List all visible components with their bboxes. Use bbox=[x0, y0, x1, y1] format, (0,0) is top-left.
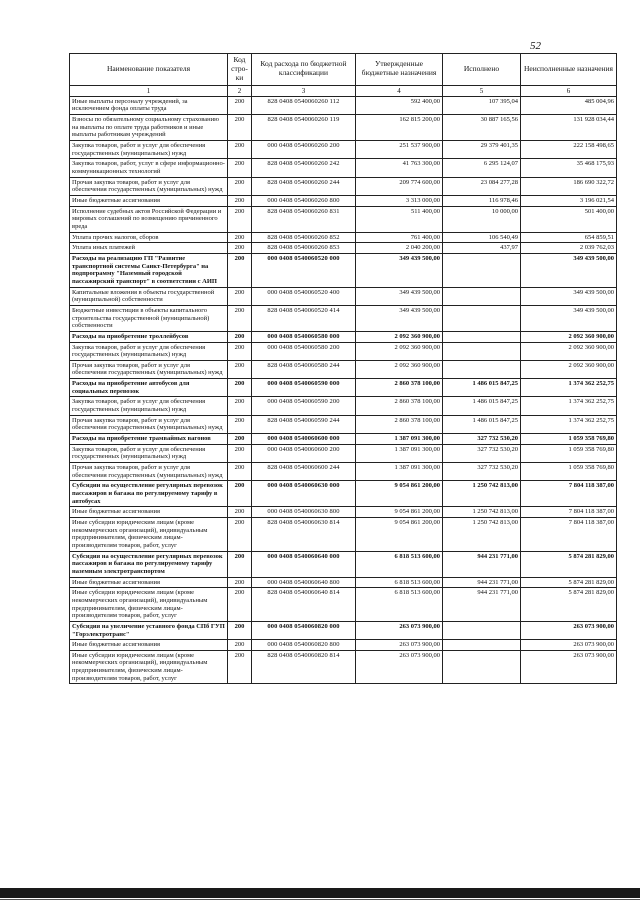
cell-approved: 209 774 600,00 bbox=[356, 177, 443, 195]
cell-unexecuted: 7 804 118 387,00 bbox=[521, 507, 617, 518]
table-row bbox=[70, 463, 617, 481]
table-row bbox=[70, 621, 617, 639]
cell-unexecuted: 2 092 360 900,00 bbox=[521, 342, 617, 360]
cell-unexecuted: 1 059 358 769,80 bbox=[521, 444, 617, 462]
cell-executed: 1 250 742 813,00 bbox=[443, 517, 521, 551]
cell-line-code: 200 bbox=[228, 342, 252, 360]
cell-executed: 106 540,49 bbox=[443, 232, 521, 243]
cell-unexecuted: 131 928 034,44 bbox=[521, 115, 617, 141]
cell-approved: 1 387 091 300,00 bbox=[356, 434, 443, 445]
column-number: 6 bbox=[521, 85, 617, 96]
cell-executed: 30 887 165,56 bbox=[443, 115, 521, 141]
cell-unexecuted: 1 374 362 252,75 bbox=[521, 379, 617, 397]
scan-bottom-edge bbox=[0, 888, 640, 898]
cell-classification-code: 000 0408 0540060820 800 bbox=[252, 640, 356, 651]
cell-executed: 107 395,04 bbox=[443, 96, 521, 114]
cell-executed: 29 379 401,35 bbox=[443, 141, 521, 159]
cell-indicator-name: Прочая закупка товаров, работ и услуг для обеспечения государственных (муниципальных) нужд bbox=[70, 463, 228, 481]
cell-indicator-name: Расходы на приобретение автобусов для социальных перевозок bbox=[70, 379, 228, 397]
table-row bbox=[70, 434, 617, 445]
cell-executed bbox=[443, 650, 521, 684]
cell-indicator-name: Иные субсидии юридическим лицам (кроме некоммерческих организаций), индивидуальным предпринимателям, физическим лицам-производителям товаров, работ, услуг bbox=[70, 650, 228, 684]
table-row bbox=[70, 206, 617, 232]
cell-line-code: 200 bbox=[228, 650, 252, 684]
cell-line-code: 200 bbox=[228, 379, 252, 397]
cell-approved: 511 400,00 bbox=[356, 206, 443, 232]
cell-unexecuted: 5 874 281 829,00 bbox=[521, 551, 617, 577]
cell-line-code: 200 bbox=[228, 444, 252, 462]
cell-line-code: 200 bbox=[228, 287, 252, 305]
cell-executed bbox=[443, 360, 521, 378]
cell-line-code: 200 bbox=[228, 141, 252, 159]
cell-indicator-name: Закупка товаров, работ и услуг для обеспечения государственных (муниципальных) нужд bbox=[70, 444, 228, 462]
table-row bbox=[70, 305, 617, 331]
cell-classification-code: 828 0408 0540060590 244 bbox=[252, 415, 356, 433]
cell-indicator-name: Закупка товаров, работ и услуг для обеспечения государственных (муниципальных) нужд bbox=[70, 397, 228, 415]
cell-executed: 327 732 530,20 bbox=[443, 444, 521, 462]
cell-classification-code: 828 0408 0540060260 112 bbox=[252, 96, 356, 114]
cell-executed: 944 231 771,00 bbox=[443, 588, 521, 622]
cell-classification-code: 000 0408 0540060590 000 bbox=[252, 379, 356, 397]
cell-line-code: 200 bbox=[228, 463, 252, 481]
cell-classification-code: 828 0408 0540060260 853 bbox=[252, 243, 356, 254]
table-row bbox=[70, 379, 617, 397]
cell-classification-code: 828 0408 0540060260 852 bbox=[252, 232, 356, 243]
cell-line-code: 200 bbox=[228, 517, 252, 551]
table-row bbox=[70, 415, 617, 433]
cell-approved: 41 763 300,00 bbox=[356, 159, 443, 177]
cell-executed bbox=[443, 331, 521, 342]
table-row bbox=[70, 232, 617, 243]
cell-unexecuted: 2 039 762,03 bbox=[521, 243, 617, 254]
cell-executed: 944 231 771,00 bbox=[443, 551, 521, 577]
cell-classification-code: 000 0408 0540060260 200 bbox=[252, 141, 356, 159]
cell-unexecuted: 1 374 362 252,75 bbox=[521, 397, 617, 415]
cell-classification-code: 000 0408 0540060520 400 bbox=[252, 287, 356, 305]
cell-indicator-name: Уплата иных платежей bbox=[70, 243, 228, 254]
cell-classification-code: 000 0408 0540060630 800 bbox=[252, 507, 356, 518]
header-classification-code: Код расхода по бюджетной классификации bbox=[252, 54, 356, 86]
cell-classification-code: 000 0408 0540060820 000 bbox=[252, 621, 356, 639]
cell-approved: 6 818 513 600,00 bbox=[356, 577, 443, 588]
cell-line-code: 200 bbox=[228, 177, 252, 195]
cell-unexecuted: 1 059 358 769,80 bbox=[521, 434, 617, 445]
cell-classification-code: 828 0408 0540060260 244 bbox=[252, 177, 356, 195]
cell-executed: 1 486 015 847,25 bbox=[443, 415, 521, 433]
cell-line-code: 200 bbox=[228, 621, 252, 639]
column-number-row bbox=[70, 85, 617, 96]
cell-indicator-name: Иные бюджетные ассигнования bbox=[70, 196, 228, 207]
cell-indicator-name: Закупка товаров, работ, услуг в сфере информационно-коммуникационных технологий bbox=[70, 159, 228, 177]
cell-unexecuted: 5 874 281 829,00 bbox=[521, 588, 617, 622]
cell-approved: 349 439 500,00 bbox=[356, 253, 443, 287]
table-row bbox=[70, 253, 617, 287]
cell-line-code: 200 bbox=[228, 206, 252, 232]
table-row bbox=[70, 551, 617, 577]
cell-approved: 349 439 500,00 bbox=[356, 305, 443, 331]
cell-executed: 437,97 bbox=[443, 243, 521, 254]
cell-classification-code: 828 0408 0540060260 831 bbox=[252, 206, 356, 232]
cell-unexecuted: 349 439 500,00 bbox=[521, 305, 617, 331]
page-number: 52 bbox=[530, 40, 541, 52]
cell-unexecuted: 349 439 500,00 bbox=[521, 287, 617, 305]
cell-approved: 592 400,00 bbox=[356, 96, 443, 114]
cell-approved: 251 537 900,00 bbox=[356, 141, 443, 159]
cell-approved: 2 860 378 100,00 bbox=[356, 415, 443, 433]
cell-classification-code: 828 0408 0540060600 244 bbox=[252, 463, 356, 481]
cell-indicator-name: Уплата прочих налогов, сборов bbox=[70, 232, 228, 243]
cell-line-code: 200 bbox=[228, 115, 252, 141]
column-number: 4 bbox=[356, 85, 443, 96]
cell-classification-code: 000 0408 0540060580 000 bbox=[252, 331, 356, 342]
cell-approved: 9 054 861 200,00 bbox=[356, 517, 443, 551]
cell-classification-code: 000 0408 0540060590 200 bbox=[252, 397, 356, 415]
cell-indicator-name: Закупка товаров, работ и услуг для обеспечения государственных (муниципальных) нужд bbox=[70, 342, 228, 360]
cell-executed bbox=[443, 621, 521, 639]
header-unexecuted: Неисполненные назначения bbox=[521, 54, 617, 86]
table-row bbox=[70, 141, 617, 159]
cell-classification-code: 828 0408 0540060260 242 bbox=[252, 159, 356, 177]
cell-executed bbox=[443, 287, 521, 305]
cell-indicator-name: Иные бюджетные ассигнования bbox=[70, 507, 228, 518]
cell-indicator-name: Прочая закупка товаров, работ и услуг для обеспечения государственных (муниципальных) нужд bbox=[70, 415, 228, 433]
cell-executed bbox=[443, 342, 521, 360]
cell-unexecuted: 263 073 900,00 bbox=[521, 621, 617, 639]
cell-line-code: 200 bbox=[228, 196, 252, 207]
cell-executed bbox=[443, 640, 521, 651]
cell-indicator-name: Субсидии на осуществление регулярных перевозок пассажиров и багажа по регулируемому тарифу в автобусах bbox=[70, 481, 228, 507]
cell-indicator-name: Иные субсидии юридическим лицам (кроме некоммерческих организаций), индивидуальным предпринимателям, физическим лицам-производителям товаров, работ, услуг bbox=[70, 588, 228, 622]
cell-approved: 2 092 360 900,00 bbox=[356, 360, 443, 378]
cell-classification-code: 000 0408 0540060630 000 bbox=[252, 481, 356, 507]
table-row bbox=[70, 650, 617, 684]
cell-line-code: 200 bbox=[228, 159, 252, 177]
table-row bbox=[70, 159, 617, 177]
header-line-code: Код стро-ки bbox=[228, 54, 252, 86]
cell-approved: 2 092 360 900,00 bbox=[356, 342, 443, 360]
cell-executed bbox=[443, 253, 521, 287]
cell-unexecuted: 349 439 500,00 bbox=[521, 253, 617, 287]
table-row bbox=[70, 481, 617, 507]
cell-approved: 3 313 000,00 bbox=[356, 196, 443, 207]
cell-classification-code: 828 0408 0540060640 814 bbox=[252, 588, 356, 622]
cell-unexecuted: 2 092 360 900,00 bbox=[521, 331, 617, 342]
cell-indicator-name: Субсидия на осуществление регулярных перевозок пассажиров и багажа по регулируемому тарифу наземным электротранспортом bbox=[70, 551, 228, 577]
cell-executed: 327 732 530,20 bbox=[443, 434, 521, 445]
cell-approved: 263 073 900,00 bbox=[356, 621, 443, 639]
cell-executed: 116 978,46 bbox=[443, 196, 521, 207]
cell-line-code: 200 bbox=[228, 96, 252, 114]
table-row bbox=[70, 577, 617, 588]
cell-indicator-name: Иные выплаты персоналу учреждений, за исключением фонда оплаты труда bbox=[70, 96, 228, 114]
cell-executed: 327 732 530,20 bbox=[443, 463, 521, 481]
cell-unexecuted: 7 804 118 387,00 bbox=[521, 481, 617, 507]
cell-approved: 2 860 378 100,00 bbox=[356, 379, 443, 397]
cell-unexecuted: 263 073 900,00 bbox=[521, 640, 617, 651]
cell-line-code: 200 bbox=[228, 243, 252, 254]
cell-indicator-name: Субсидия на увеличение уставного фонда СПб ГУП "Горэлектротранс" bbox=[70, 621, 228, 639]
cell-classification-code: 000 0408 0540060260 800 bbox=[252, 196, 356, 207]
cell-executed: 944 231 771,00 bbox=[443, 577, 521, 588]
cell-unexecuted: 501 400,00 bbox=[521, 206, 617, 232]
cell-approved: 6 818 513 600,00 bbox=[356, 551, 443, 577]
cell-line-code: 200 bbox=[228, 305, 252, 331]
table-row bbox=[70, 331, 617, 342]
cell-indicator-name: Исполнение судебных актов Российской Федерации и мировых соглашений по возмещению причиненного вреда bbox=[70, 206, 228, 232]
cell-line-code: 200 bbox=[228, 232, 252, 243]
cell-unexecuted: 1 374 362 252,75 bbox=[521, 415, 617, 433]
cell-indicator-name: Взносы по обязательному социальному страхованию на выплаты по оплате труда работников и иные выплаты работникам учреждений bbox=[70, 115, 228, 141]
table-row bbox=[70, 588, 617, 622]
cell-line-code: 200 bbox=[228, 507, 252, 518]
column-number: 1 bbox=[70, 85, 228, 96]
cell-unexecuted: 654 859,51 bbox=[521, 232, 617, 243]
cell-indicator-name: Капитальные вложения в объекты государственной (муниципальной) собственности bbox=[70, 287, 228, 305]
table-row bbox=[70, 287, 617, 305]
cell-line-code: 200 bbox=[228, 253, 252, 287]
cell-executed: 23 084 277,28 bbox=[443, 177, 521, 195]
cell-executed: 6 295 124,07 bbox=[443, 159, 521, 177]
cell-indicator-name: Расходы на приобретение троллейбусов bbox=[70, 331, 228, 342]
cell-classification-code: 828 0408 0540060630 814 bbox=[252, 517, 356, 551]
cell-indicator-name: Прочая закупка товаров, работ и услуг для обеспечения государственных (муниципальных) нужд bbox=[70, 360, 228, 378]
table-row bbox=[70, 444, 617, 462]
table-row bbox=[70, 243, 617, 254]
cell-classification-code: 000 0408 0540060600 200 bbox=[252, 444, 356, 462]
scan-bottom-line bbox=[0, 899, 640, 900]
cell-classification-code: 000 0408 0540060640 800 bbox=[252, 577, 356, 588]
cell-classification-code: 828 0408 0540060820 814 bbox=[252, 650, 356, 684]
cell-unexecuted: 35 468 175,93 bbox=[521, 159, 617, 177]
cell-line-code: 200 bbox=[228, 331, 252, 342]
cell-classification-code: 828 0408 0540060520 414 bbox=[252, 305, 356, 331]
header-approved: Утвержденные бюджетные назначения bbox=[356, 54, 443, 86]
table-row bbox=[70, 342, 617, 360]
column-number: 5 bbox=[443, 85, 521, 96]
table-row bbox=[70, 96, 617, 114]
cell-unexecuted: 222 158 498,65 bbox=[521, 141, 617, 159]
cell-approved: 349 439 500,00 bbox=[356, 287, 443, 305]
cell-classification-code: 828 0408 0540060260 119 bbox=[252, 115, 356, 141]
cell-indicator-name: Прочая закупка товаров, работ и услуг для обеспечения государственных (муниципальных) нужд bbox=[70, 177, 228, 195]
cell-classification-code: 000 0408 0540060520 000 bbox=[252, 253, 356, 287]
cell-indicator-name: Расходы на реализацию ГП "Развитие транспортной системы Санкт-Петербурга" на подпрограмму "Наземный городской пассажирский транспорт" в соответствии с АИП bbox=[70, 253, 228, 287]
cell-indicator-name: Иные субсидии юридическим лицам (кроме некоммерческих организаций), индивидуальным предпринимателям, физическим лицам-производителям товаров, работ, услуг bbox=[70, 517, 228, 551]
cell-classification-code: 000 0408 0540060600 000 bbox=[252, 434, 356, 445]
cell-executed: 1 486 015 847,25 bbox=[443, 397, 521, 415]
cell-unexecuted: 2 092 360 900,00 bbox=[521, 360, 617, 378]
cell-indicator-name: Иные бюджетные ассигнования bbox=[70, 577, 228, 588]
budget-execution-table bbox=[69, 53, 617, 684]
table-row bbox=[70, 115, 617, 141]
cell-unexecuted: 7 804 118 387,00 bbox=[521, 517, 617, 551]
cell-executed: 1 250 742 813,00 bbox=[443, 481, 521, 507]
column-number: 2 bbox=[228, 85, 252, 96]
cell-line-code: 200 bbox=[228, 481, 252, 507]
table-header-row bbox=[70, 54, 617, 86]
cell-unexecuted: 3 196 021,54 bbox=[521, 196, 617, 207]
table-row bbox=[70, 397, 617, 415]
cell-approved: 2 092 360 900,00 bbox=[356, 331, 443, 342]
cell-line-code: 200 bbox=[228, 640, 252, 651]
cell-classification-code: 000 0408 0540060640 000 bbox=[252, 551, 356, 577]
cell-approved: 9 054 861 200,00 bbox=[356, 481, 443, 507]
cell-approved: 162 815 200,00 bbox=[356, 115, 443, 141]
cell-approved: 2 860 378 100,00 bbox=[356, 397, 443, 415]
cell-unexecuted: 1 059 358 769,80 bbox=[521, 463, 617, 481]
table-body bbox=[70, 96, 617, 684]
cell-approved: 1 387 091 300,00 bbox=[356, 463, 443, 481]
cell-line-code: 200 bbox=[228, 360, 252, 378]
cell-line-code: 200 bbox=[228, 551, 252, 577]
cell-approved: 263 073 900,00 bbox=[356, 650, 443, 684]
cell-executed: 1 250 742 813,00 bbox=[443, 507, 521, 518]
cell-line-code: 200 bbox=[228, 577, 252, 588]
cell-approved: 6 818 513 600,00 bbox=[356, 588, 443, 622]
cell-unexecuted: 263 073 900,00 bbox=[521, 650, 617, 684]
header-executed: Исполнено bbox=[443, 54, 521, 86]
cell-indicator-name: Расходы на приобретение трамвайных вагонов bbox=[70, 434, 228, 445]
cell-approved: 1 387 091 300,00 bbox=[356, 444, 443, 462]
cell-line-code: 200 bbox=[228, 434, 252, 445]
cell-unexecuted: 485 004,96 bbox=[521, 96, 617, 114]
cell-classification-code: 828 0408 0540060580 244 bbox=[252, 360, 356, 378]
cell-indicator-name: Иные бюджетные ассигнования bbox=[70, 640, 228, 651]
cell-indicator-name: Бюджетные инвестиции в объекты капитального строительства государственной (муниципальной) собственности bbox=[70, 305, 228, 331]
cell-executed bbox=[443, 305, 521, 331]
table-row bbox=[70, 196, 617, 207]
cell-approved: 2 040 200,00 bbox=[356, 243, 443, 254]
table-row bbox=[70, 507, 617, 518]
table-row bbox=[70, 360, 617, 378]
cell-approved: 263 073 900,00 bbox=[356, 640, 443, 651]
cell-unexecuted: 5 874 281 829,00 bbox=[521, 577, 617, 588]
table-row bbox=[70, 640, 617, 651]
column-number: 3 bbox=[252, 85, 356, 96]
cell-approved: 9 054 861 200,00 bbox=[356, 507, 443, 518]
cell-line-code: 200 bbox=[228, 588, 252, 622]
header-indicator-name: Наименование показателя bbox=[70, 54, 228, 86]
cell-line-code: 200 bbox=[228, 415, 252, 433]
table-row bbox=[70, 177, 617, 195]
cell-approved: 761 400,00 bbox=[356, 232, 443, 243]
cell-unexecuted: 186 690 322,72 bbox=[521, 177, 617, 195]
cell-executed: 10 000,00 bbox=[443, 206, 521, 232]
table-row bbox=[70, 517, 617, 551]
cell-executed: 1 486 015 847,25 bbox=[443, 379, 521, 397]
cell-line-code: 200 bbox=[228, 397, 252, 415]
cell-indicator-name: Закупка товаров, работ и услуг для обеспечения государственных (муниципальных) нужд bbox=[70, 141, 228, 159]
cell-classification-code: 000 0408 0540060580 200 bbox=[252, 342, 356, 360]
